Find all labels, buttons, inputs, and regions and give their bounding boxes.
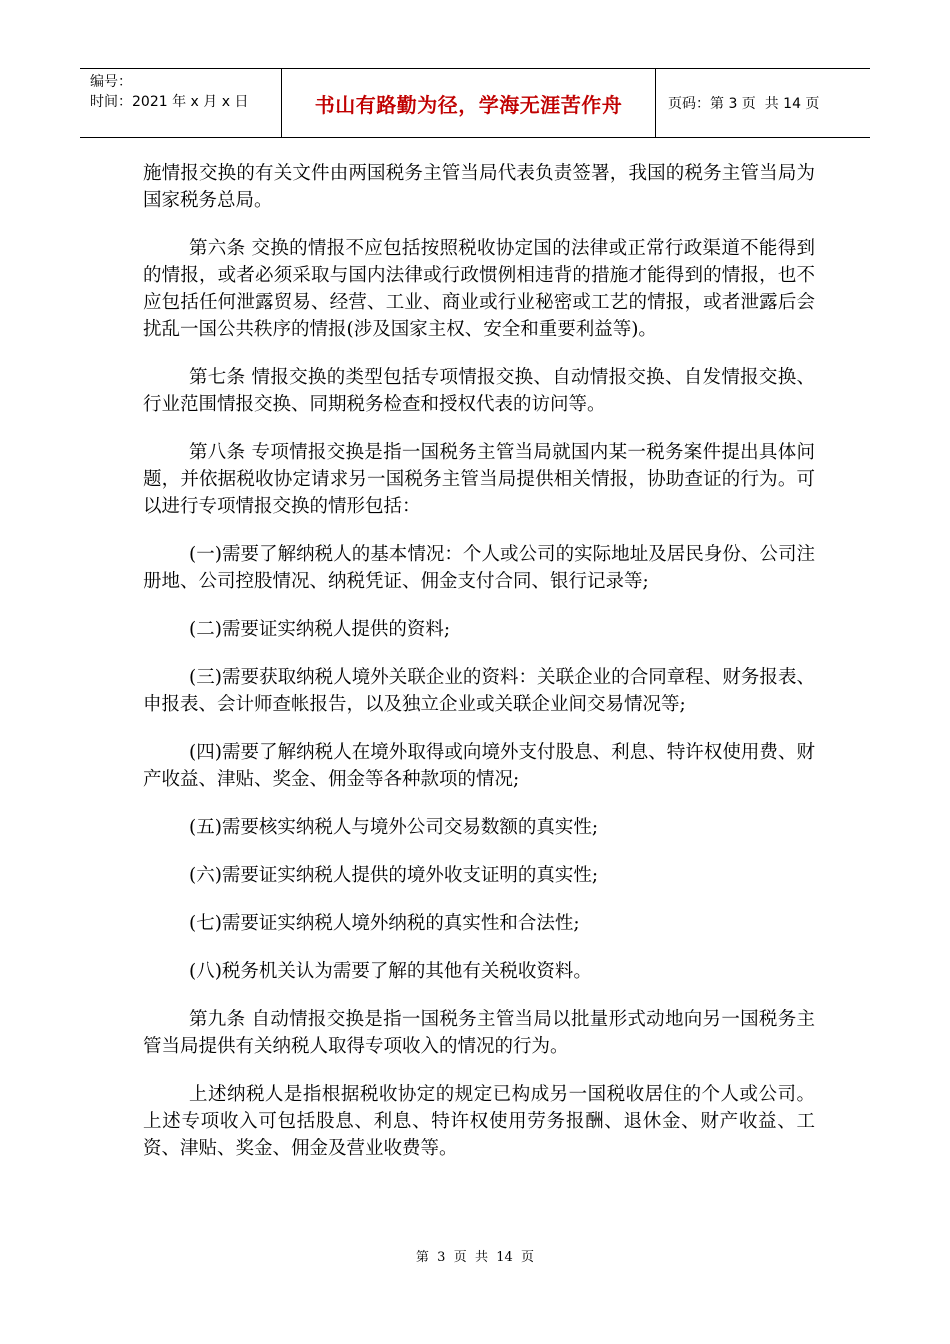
page-footer: 第 3 页 共 14 页 (415, 1250, 535, 1265)
paragraph-item-1: (一)需要了解纳税人的基本情况：个人或公司的实际地址及居民身份、公司注册地、公司控股情况、纳税凭证、佣金支付合同、银行记录等; (143, 544, 815, 592)
paragraph-item-3: (三)需要获取纳税人境外关联企业的资料：关联企业的合同章程、财务报表、申报表、会计师查帐报告，以及独立企业或关联企业间交易情况等; (143, 667, 815, 715)
paragraph-article-9: 第九条 自动情报交换是指一国税务主管当局以批量形式动地向另一国税务主管当局提供有关纳税人取得专项收入的情况的行为。 (143, 1009, 815, 1057)
paragraph-article-6: 第六条 交换的情报不应包括按照税收协定国的法律或正常行政渠道不能得到的情报，或者必须采取与国内法律或行政惯例相违背的措施才能得到的情报，也不应包括任何泄露贸易、经营、工业、商业或行业秘密或工艺的情报，或者泄露后会扰乱一国公共秩序的情报(涉及国家主权、安全和重要利益等)。 (143, 238, 815, 340)
document-time-label: 时间：2021 年 x 月 x 日 (90, 94, 249, 110)
paragraph-article-8: 第八条 专项情报交换是指一国税务主管当局就国内某一税务案件提出具体问题，并依据税收协定请求另一国税务主管当局提供相关情报，协助查证的行为。可以进行专项情报交换的情形包括： (143, 442, 815, 517)
header-motto: 书山有路勤为径，学海无涯苦作舟 (282, 69, 656, 137)
page-info-text: 页码：第 3 页 共 14 页 (668, 96, 820, 112)
paragraph-item-6: (六)需要证实纳税人提供的境外收支证明的真实性; (189, 865, 599, 886)
document-body (143, 160, 815, 1183)
paragraph-item-4: (四)需要了解纳税人在境外取得或向境外支付股息、利息、特许权使用费、财产收益、津贴、奖金、佣金等各种款项的情况; (143, 742, 815, 790)
paragraph-item-5: (五)需要核实纳税人与境外公司交易数额的真实性; (189, 817, 599, 838)
header-page-info (656, 69, 870, 137)
paragraph-continuation: 施情报交换的有关文件由两国税务主管当局代表负责签署，我国的税务主管当局为国家税务总局。 (143, 163, 815, 211)
document-number-label: 编号： (90, 74, 132, 90)
paragraph-article-7: 第七条 情报交换的类型包括专项情报交换、自动情报交换、自发情报交换、行业范围情报交换、同期税务检查和授权代表的访问等。 (143, 367, 815, 415)
paragraph-item-2: (二)需要证实纳税人提供的资料; (189, 619, 451, 640)
header-meta (80, 69, 282, 137)
paragraph-item-7: (七)需要证实纳税人境外纳税的真实性和合法性; (189, 913, 580, 934)
paragraph-item-8: (八)税务机关认为需要了解的其他有关税收资料。 (189, 961, 592, 982)
paragraph-taxpayer-definition: 上述纳税人是指根据税收协定的规定已构成另一国税收居住的个人或公司。上述专项收入可包括股息、利息、特许权使用劳务报酬、退休金、财产收益、工资、津贴、奖金、佣金及营业收费等。 (143, 1084, 815, 1159)
page-header (80, 68, 870, 138)
